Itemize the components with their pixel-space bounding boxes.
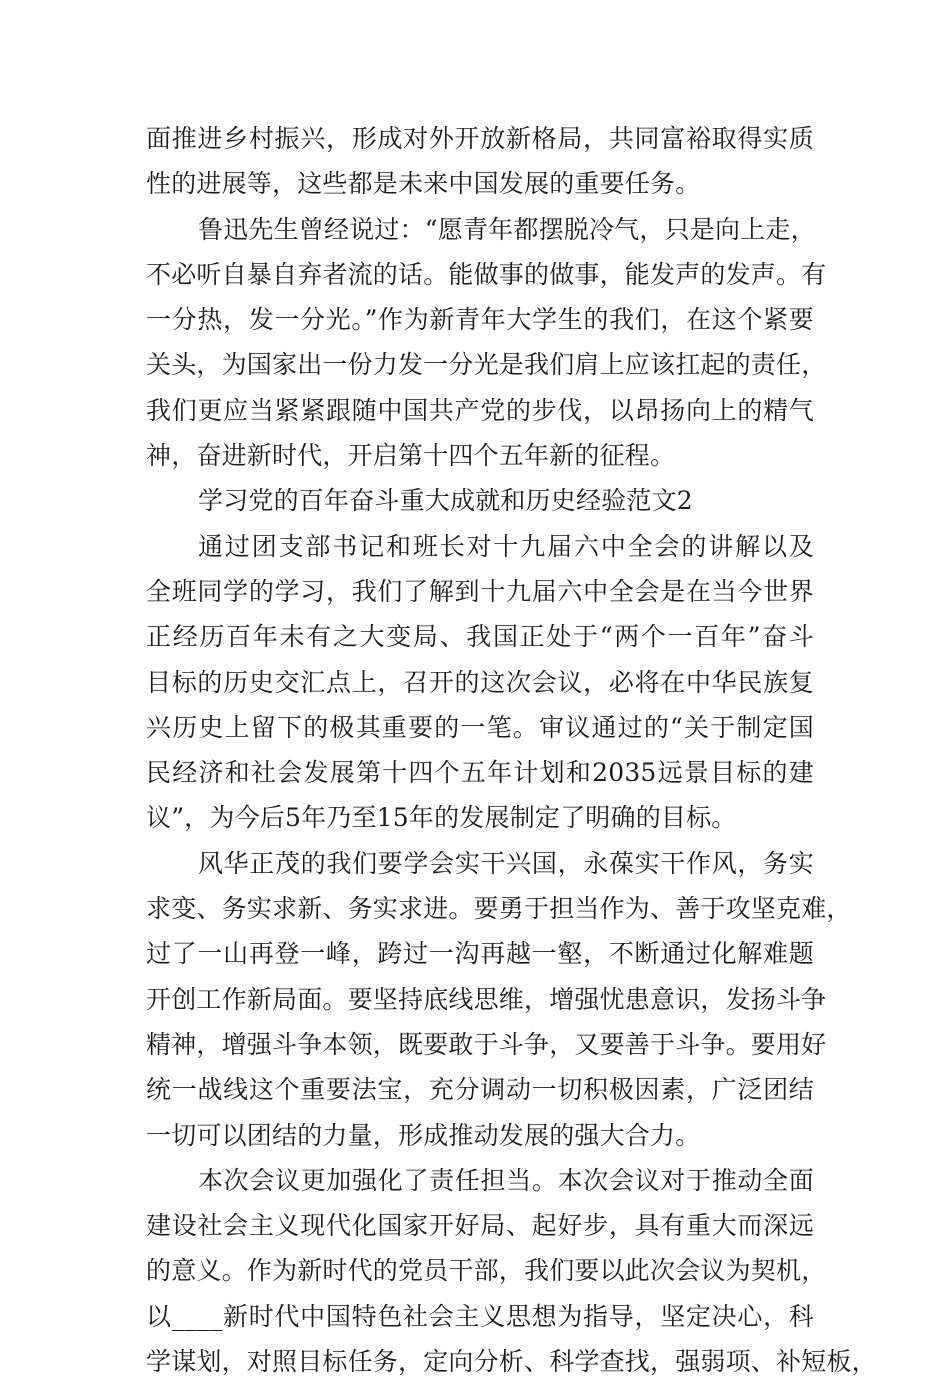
text-line-content: 一分热，发一分光。”作为新青年大学生的我们，在这个紧要 — [146, 305, 814, 335]
text-line-content: 全班同学的学习，我们了解到十九届六中全会是在当今世界 — [146, 576, 814, 606]
text-line-content: 不必听自暴自弃者流的话。能做事的做事，能发声的发声。有 — [146, 259, 827, 289]
text-line — [146, 705, 814, 750]
text-line — [146, 207, 814, 252]
text-line — [146, 886, 852, 931]
text-line — [146, 1022, 827, 1067]
text-line-content: 性的进展等，这些都是未来中国发展的重要任务。 — [146, 169, 701, 199]
text-line-content: 学谋划，对照目标任务，定向分析、科学查找，强弱项、补短板， — [146, 1347, 877, 1377]
text-line — [146, 1067, 814, 1112]
text-line-content: 统一战线这个重要法宝，充分调动一切积极因素，广泛团结 — [146, 1075, 814, 1105]
text-line-content: 风华正茂的我们要学会实干兴国，永葆实干作风，务实 — [198, 848, 814, 878]
text-line-content: 建设社会主义现代化国家开好局、起好步，具有重大而深远 — [146, 1211, 814, 1241]
text-line-content: 鲁迅先生曾经说过：“愿青年都摆脱冷气，只是向上走， — [198, 214, 816, 244]
text-line — [146, 931, 814, 976]
text-line-content: 本次会议更加强化了责任担当。本次会议对于推动全面 — [198, 1165, 814, 1195]
text-line-content: 民经济和社会发展第十四个五年计划和2035远景目标的建 — [146, 758, 814, 788]
text-line-content: 精神，增强斗争本领，既要敢于斗争，又要善于斗争。要用好 — [146, 1029, 827, 1059]
text-line-content: 目标的历史交汇点上，召开的这次会议，必将在中华民族复 — [146, 667, 814, 697]
text-line — [146, 297, 814, 342]
text-line — [146, 342, 827, 387]
text-line-content: 以____新时代中国特色社会主义思想为指导，坚定决心，科 — [146, 1301, 814, 1331]
text-line-content: 议”，为今后5年乃至15年的发展制定了明确的目标。 — [146, 803, 737, 833]
text-line — [146, 841, 814, 886]
text-line — [146, 660, 814, 705]
text-line-content: 关头，为国家出一份力发一分光是我们肩上应该扛起的责任， — [146, 350, 827, 380]
text-line-content: 学习党的百年奋斗重大成就和历史经验范文2 — [198, 486, 693, 516]
text-line — [146, 569, 814, 614]
text-line — [146, 1339, 877, 1384]
text-line — [146, 116, 814, 161]
text-line-content: 的意义。作为新时代的党员干部，我们要以此次会议为契机， — [146, 1256, 827, 1286]
text-line — [146, 750, 814, 795]
text-line — [146, 614, 814, 659]
text-line-content: 通过团支部书记和班长对十九届六中全会的讲解以及 — [198, 531, 814, 561]
text-line — [146, 1294, 814, 1339]
text-line — [146, 433, 814, 478]
text-line — [146, 1113, 814, 1158]
text-line-content: 过了一山再登一峰，跨过一沟再越一壑，不断通过化解难题 — [146, 939, 814, 969]
text-line-content: 面推进乡村振兴，形成对外开放新格局，共同富裕取得实质 — [146, 124, 814, 153]
text-line — [146, 795, 814, 840]
text-line — [146, 388, 814, 433]
text-line-content: 一切可以团结的力量，形成推动发展的强大合力。 — [146, 1120, 701, 1150]
text-line-content: 求变、务实求新、务实求进。要勇于担当作为、善于攻坚克难， — [146, 894, 852, 924]
text-line — [146, 1158, 814, 1203]
text-line — [146, 1203, 814, 1248]
text-line — [146, 1248, 827, 1293]
text-line — [146, 161, 814, 206]
text-line-content: 神，奋进新时代，开启第十四个五年新的征程。 — [146, 441, 676, 471]
text-line-content: 兴历史上留下的极其重要的一笔。审议通过的“关于制定国 — [146, 712, 814, 742]
text-line-content: 开创工作新局面。要坚持底线思维，增强忧患意识，发扬斗争 — [146, 984, 827, 1014]
text-line — [146, 977, 827, 1022]
text-line-content: 我们更应当紧紧跟随中国共产党的步伐，以昂扬向上的精气 — [146, 395, 814, 425]
text-line — [146, 478, 814, 523]
text-line — [146, 524, 814, 569]
document-body — [146, 116, 877, 1384]
text-line — [146, 252, 827, 297]
text-line-content: 正经历百年未有之大变局、我国正处于“两个一百年”奋斗 — [146, 622, 814, 652]
